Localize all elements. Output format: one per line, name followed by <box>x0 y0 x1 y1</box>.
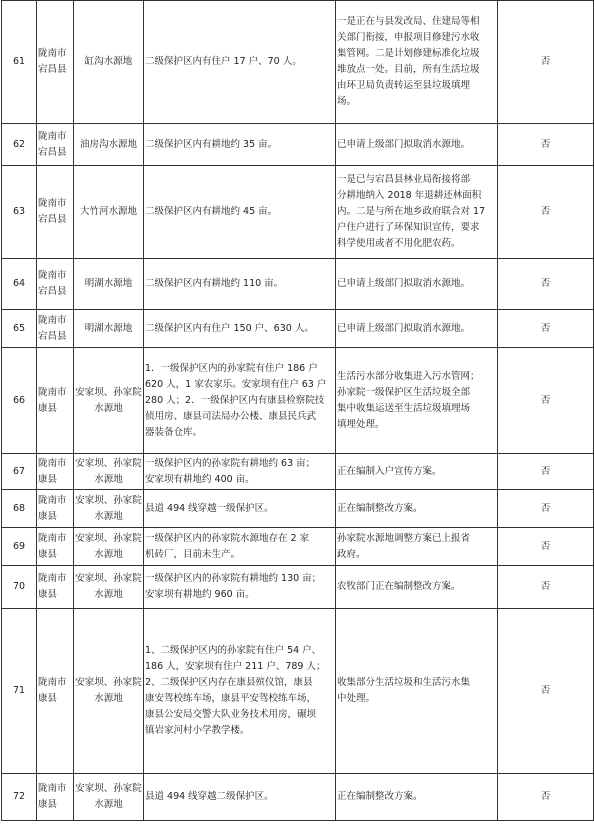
problem-cell <box>144 528 336 566</box>
measures-cell <box>336 566 498 609</box>
completion-status-cell: 否 <box>498 1 594 124</box>
measures-cell <box>336 609 498 774</box>
cell-line: 安家坝、孙家院 <box>75 457 142 469</box>
cell-line: 安家坝、孙家院 <box>75 573 142 584</box>
problem-cell <box>144 774 336 821</box>
problem-cell <box>144 310 336 348</box>
row-number: 63 <box>2 166 37 259</box>
cell-line: 186 人，安家坝有住户 211 户、789 人； <box>145 661 326 672</box>
location-cell <box>37 1 74 124</box>
water-source-name-cell <box>74 124 144 166</box>
table-row <box>2 566 594 609</box>
problem-cell <box>144 609 336 774</box>
cell-line: 一级保护区内的孙家院有耕地约 63 亩； <box>145 457 316 469</box>
cell-line: 一级保护区内的孙家院水源地存在 2 家 <box>145 532 310 544</box>
cell-line: 填埋处理。 <box>337 418 385 430</box>
cell-line: 二级保护区内有耕地约 110 亩。 <box>145 278 284 289</box>
cell-line: 明湖水源地 <box>84 322 133 334</box>
rectification-table <box>1 0 594 821</box>
cell-line: 安家坝、孙家院 <box>75 386 142 398</box>
completion-status-cell: 否 <box>498 454 594 490</box>
cell-line: 陇南市 <box>38 677 67 688</box>
cell-line: 康县 <box>38 473 58 485</box>
cell-line: 一是已与宕昌县林业局衔接将部 <box>337 174 471 185</box>
cell-line: 一级保护区内的孙家院有耕地约 130 亩； <box>145 573 322 584</box>
water-source-name-cell <box>74 1 144 124</box>
cell-line: 安家坝、孙家院 <box>75 494 142 506</box>
cell-line: 机砖厂，目前未生产。 <box>145 548 241 560</box>
cell-line: 侦用房、康县司法局办公楼、康县民兵武 <box>145 410 317 422</box>
measures-cell <box>336 1 498 124</box>
cell-line: 县道 494 线穿越一级保护区。 <box>145 502 274 514</box>
cell-line: 宕昌县 <box>38 64 67 75</box>
cell-line: 安家坝有耕地约 400 亩。 <box>145 473 255 485</box>
cell-line: 陇南市 <box>38 494 67 506</box>
table-row <box>2 124 594 166</box>
cell-line: 宕昌县 <box>38 330 67 342</box>
cell-line: 陇南市 <box>38 130 67 142</box>
cell-line: 康县 <box>38 510 58 522</box>
cell-line: 安家坝、孙家院 <box>75 532 142 544</box>
completion-status-cell: 否 <box>498 609 594 774</box>
problem-cell <box>144 1 336 124</box>
completion-status-cell: 否 <box>498 310 594 348</box>
cell-line: 康县 <box>38 589 58 600</box>
cell-line: 陇南市 <box>38 314 67 326</box>
cell-line: 生活污水部分收集进入污水管网； <box>337 370 480 382</box>
row-number: 65 <box>2 310 37 348</box>
location-cell <box>37 528 74 566</box>
table-row <box>2 609 594 774</box>
cell-line: 孙家院一级保护区生活垃圾全部 <box>337 386 471 398</box>
cell-line: 康安驾校练车场，康县平安驾校练车场， <box>145 693 317 704</box>
cell-line: 二级保护区内有住户 150 户、630 人。 <box>145 322 314 334</box>
cell-line: 康县 <box>38 799 58 810</box>
problem-cell <box>144 454 336 490</box>
cell-line: 户住户进行了环保知识宣传，要求 <box>337 222 480 233</box>
cell-line: 水源地 <box>94 402 123 414</box>
water-source-name-cell <box>74 609 144 774</box>
row-number: 68 <box>2 490 37 528</box>
table-row <box>2 310 594 348</box>
cell-line: 280 人；2．一级保护区内有康县检察院技 <box>145 394 325 406</box>
row-number: 61 <box>2 1 37 124</box>
cell-line: 水源地 <box>94 589 123 600</box>
problem-cell <box>144 348 336 454</box>
water-source-name-cell <box>74 528 144 566</box>
table-row <box>2 490 594 528</box>
cell-line: 缸沟水源地 <box>84 56 133 67</box>
measures-cell <box>336 124 498 166</box>
completion-status-cell: 否 <box>498 124 594 166</box>
cell-line: 陇南市 <box>38 573 67 584</box>
cell-line: 场。 <box>337 96 357 107</box>
cell-line: 陇南市 <box>38 48 67 59</box>
cell-line: 陇南市 <box>38 198 67 209</box>
cell-line: 已申请上级部门拟取消水源地。 <box>337 278 471 289</box>
location-cell <box>37 609 74 774</box>
location-cell <box>37 259 74 310</box>
row-number: 69 <box>2 528 37 566</box>
table-row <box>2 259 594 310</box>
cell-line: 一是正在与县发改局、住建局等相 <box>337 16 480 27</box>
cell-line: 大竹河水源地 <box>79 206 137 217</box>
cell-line: 安家坝有耕地约 960 亩。 <box>145 589 255 600</box>
water-source-name-cell <box>74 166 144 259</box>
water-source-name-cell <box>74 348 144 454</box>
row-number: 66 <box>2 348 37 454</box>
table-body <box>2 1 594 821</box>
measures-cell <box>336 310 498 348</box>
cell-line: 水源地 <box>94 693 123 704</box>
cell-line: 宕昌县 <box>38 214 67 225</box>
location-cell <box>37 166 74 259</box>
cell-line: 水源地 <box>94 799 123 810</box>
cell-line: 收集部分生活垃圾和生活污水集 <box>337 677 471 688</box>
measures-cell <box>336 166 498 259</box>
problem-cell <box>144 124 336 166</box>
cell-line: 由环卫局负责转运至县垃圾填埋 <box>337 80 471 91</box>
table-row <box>2 1 594 124</box>
cell-line: 明湖水源地 <box>84 278 133 289</box>
cell-line: 已申请上级部门拟取消水源地。 <box>337 138 471 150</box>
problem-cell <box>144 490 336 528</box>
location-cell <box>37 566 74 609</box>
problem-cell <box>144 166 336 259</box>
row-number: 62 <box>2 124 37 166</box>
cell-line: 堆放点一处。目前，所有生活垃圾 <box>337 64 480 75</box>
cell-line: 安家坝、孙家院 <box>75 783 142 794</box>
problem-cell <box>144 566 336 609</box>
measures-cell <box>336 774 498 821</box>
cell-line: 水源地 <box>94 473 123 485</box>
problem-cell <box>144 259 336 310</box>
completion-status-cell: 否 <box>498 566 594 609</box>
cell-line: 镇岩家河村小学教学楼。 <box>145 725 250 736</box>
cell-line: 康县 <box>38 402 58 414</box>
cell-line: 康县 <box>38 548 58 560</box>
location-cell <box>37 774 74 821</box>
cell-line: 宕昌县 <box>38 286 67 297</box>
cell-line: 620 人，1 家农家乐。安家坝有住户 63 户 <box>145 378 327 390</box>
cell-line: 康县公安局交警大队业务技术用房，碾坝 <box>145 709 317 720</box>
cell-line: 陇南市 <box>38 532 67 544</box>
cell-line: 器装备仓库。 <box>145 426 203 438</box>
cell-line: 科学使用或者不用化肥农药。 <box>337 238 461 249</box>
location-cell <box>37 124 74 166</box>
location-cell <box>37 454 74 490</box>
completion-status-cell: 否 <box>498 528 594 566</box>
cell-line: 正在编制整改方案。 <box>337 502 423 514</box>
cell-line: 县道 494 线穿越二级保护区。 <box>145 791 274 802</box>
completion-status-cell: 否 <box>498 348 594 454</box>
completion-status-cell: 否 <box>498 166 594 259</box>
cell-line: 集中收集运送至生活垃圾填埋场 <box>337 402 471 414</box>
completion-status-cell: 否 <box>498 774 594 821</box>
cell-line: 陇南市 <box>38 783 67 794</box>
cell-line: 政府。 <box>337 548 366 560</box>
cell-line: 宕昌县 <box>38 146 67 158</box>
completion-status-cell: 否 <box>498 490 594 528</box>
cell-line: 1、二级保护区内的孙家院有住户 54 户、 <box>145 645 322 656</box>
cell-line: 集管网。二是计划修建标准化垃圾 <box>337 48 480 59</box>
cell-line: 安家坝、孙家院 <box>75 677 142 688</box>
table-row <box>2 774 594 821</box>
water-source-name-cell <box>74 259 144 310</box>
measures-cell <box>336 490 498 528</box>
cell-line: 关部门衔接，申报项目修建污水收 <box>337 32 480 43</box>
cell-line: 正在编制入户宣传方案。 <box>337 465 442 477</box>
measures-cell <box>336 348 498 454</box>
cell-line: 二级保护区内有耕地约 35 亩。 <box>145 138 278 150</box>
measures-cell <box>336 259 498 310</box>
cell-line: 陇南市 <box>38 386 67 398</box>
cell-line: 内。二是与所在地乡政府联合对 17 <box>337 206 486 217</box>
row-number: 70 <box>2 566 37 609</box>
water-source-name-cell <box>74 490 144 528</box>
location-cell <box>37 310 74 348</box>
cell-line: 已申请上级部门拟取消水源地。 <box>337 322 471 334</box>
cell-line: 2、二级保护区内存在康县殡仪馆，康县 <box>145 677 313 688</box>
cell-line: 1．一级保护区内的孙家院有住户 186 户 <box>145 362 318 374</box>
cell-line: 农牧部门正在编制整改方案。 <box>337 581 461 592</box>
cell-line: 水源地 <box>94 548 123 560</box>
cell-line: 陇南市 <box>38 457 67 469</box>
cell-line: 正在编制整改方案。 <box>337 791 423 802</box>
cell-line: 中处理。 <box>337 693 376 704</box>
location-cell <box>37 490 74 528</box>
cell-line: 二级保护区内有住户 17 户、70 人。 <box>145 56 302 67</box>
cell-line: 康县 <box>38 693 58 704</box>
water-source-name-cell <box>74 566 144 609</box>
cell-line: 二级保护区内有耕地约 45 亩。 <box>145 206 278 217</box>
table-row <box>2 454 594 490</box>
table-row <box>2 348 594 454</box>
location-cell <box>37 348 74 454</box>
row-number: 67 <box>2 454 37 490</box>
table-row <box>2 166 594 259</box>
cell-line: 水源地 <box>94 510 123 522</box>
completion-status-cell: 否 <box>498 259 594 310</box>
cell-line: 分耕地纳入 2018 年退耕还林面积 <box>337 190 482 201</box>
cell-line: 油房沟水源地 <box>79 138 137 150</box>
water-source-name-cell <box>74 774 144 821</box>
row-number: 64 <box>2 259 37 310</box>
table-row <box>2 528 594 566</box>
cell-line: 陇南市 <box>38 270 67 281</box>
water-source-name-cell <box>74 454 144 490</box>
measures-cell <box>336 454 498 490</box>
row-number: 71 <box>2 609 37 774</box>
row-number: 72 <box>2 774 37 821</box>
measures-cell <box>336 528 498 566</box>
cell-line: 孙家院水源地调整方案已上报省 <box>337 532 471 544</box>
water-source-name-cell <box>74 310 144 348</box>
